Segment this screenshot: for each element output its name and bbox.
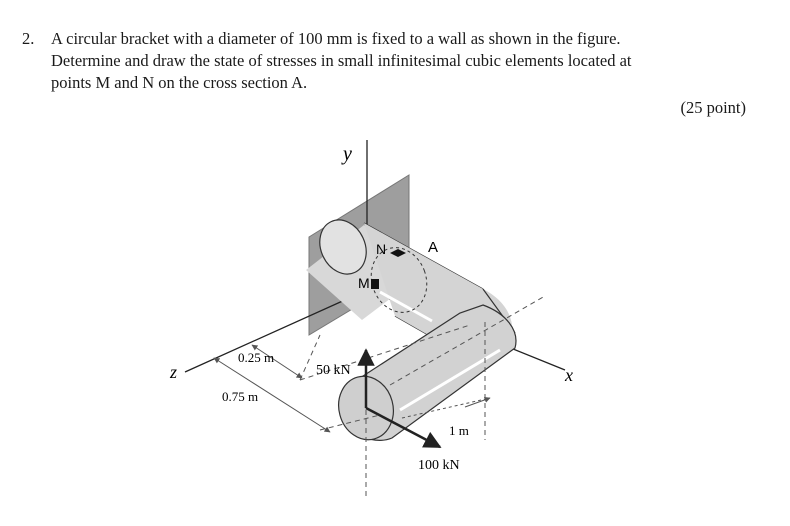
dim-025-label: 0.25 m [238,350,275,365]
z-axis [185,290,367,372]
point-m-label: M [358,275,370,291]
load-100kn-label: 100 kN [418,458,460,473]
axis-y-label: y [343,143,352,165]
section-a-label: A [428,239,439,256]
problem-line-2: Determine and draw the state of stresses in small infinitesimal cubic elements located at [51,51,632,70]
axis-z-label: z [170,362,178,382]
dim-075-label: 0.75 m [222,389,259,404]
point-value: (25 point) [680,98,746,117]
problem-line-1: A circular bracket with a diameter of 100 mm is fixed to a wall as shown in the figure. [51,29,621,48]
dim-1m-label: 1 m [449,423,469,438]
load-50kn-label: 50 kN [316,363,351,378]
problem-line-3: points M and N on the cross section A. [51,73,308,92]
problem-number: 2. [22,29,35,48]
point-n-label: N [376,241,387,257]
axis-x-label: x [565,365,573,385]
point-m-marker [371,279,379,289]
